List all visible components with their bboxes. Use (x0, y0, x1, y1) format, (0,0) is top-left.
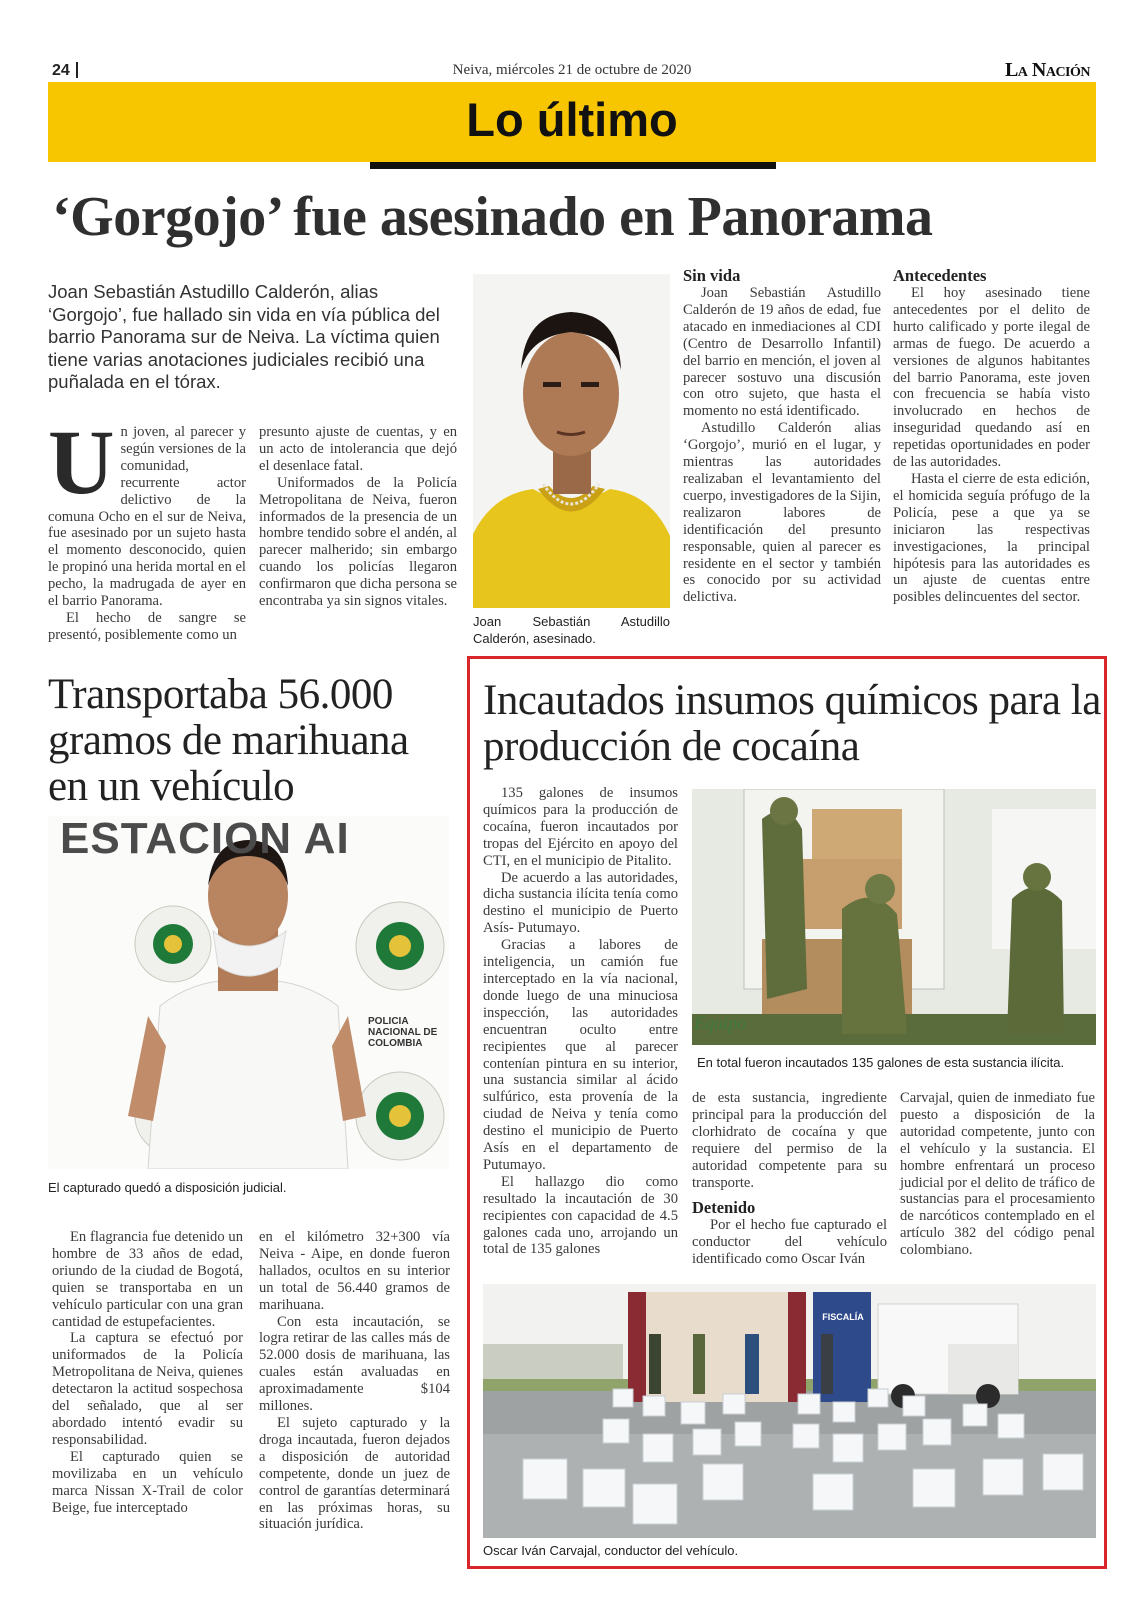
article3-column-3 (900, 1090, 1095, 1259)
article1-column-1 (48, 411, 246, 644)
backdrop-text-policia: POLICIA NACIONAL DE COLOMBIA (368, 1016, 438, 1049)
article3-headline: Incautados insumos químicos para la producción de cocaína (483, 677, 1101, 770)
paragraph: Astudillo Calderón alias ‘Gorgojo’, murió en el lugar, y mientras las autoridades realizaban el levantamiento del cuerpo, investigadores de la Sijin, realizaron labores de identificación del presunto responsable, quien al parecer es residente en el sector y también es conocido por su actividad delictiva. (683, 420, 881, 606)
paragraph: 135 galones de insumos químicos para la producción de cocaína, fueron incautados por tropas del Ejército en apoyo del CTI, en el municipio de Pitalito. (483, 785, 678, 869)
subhead-sin-vida: Sin vida (683, 266, 741, 285)
article3-column-1 (483, 785, 678, 1258)
article1-lead: Joan Sebastián Astudillo Calderón, alias ‘Gorgojo’, fue hallado sin vida en vía pública del barrio Panorama sur de Neiva. La víctima quien tiene varias anotaciones judiciales recibió una puñalada en el tórax. (48, 281, 440, 392)
paragraph: Por el hecho fue capturado el conductor del vehículo identificado como Oscar Iván (692, 1217, 887, 1268)
subhead-antecedentes: Antecedentes (893, 266, 987, 285)
soldiers-photo (692, 789, 1096, 1045)
subhead-detenido: Detenido (692, 1198, 756, 1218)
article2-column-2 (259, 1229, 450, 1533)
newspaper-logo: La Nación (1004, 59, 1090, 81)
paragraph: En flagrancia fue detenido un hombre de 33 años de edad, oriundo de la ciudad de Bogotá, quien se transportaba en un vehículo particular con una gran cantidad de estupefacientes. (52, 1229, 243, 1330)
paragraph: La captura se efectuó por uniformados de la Policía Metropolitana de Neiva, quienes detectaron la actitud sospechosa del señalado, que al ser abordado intentó evadir su responsabilidad. (52, 1330, 243, 1448)
detainee-photo-caption: El capturado quedó a disposición judicial. (48, 1180, 287, 1195)
section-title: Lo último (466, 93, 678, 146)
article2-headline: Transportaba 56.000 gramos de marihuana en un vehículo (48, 671, 409, 810)
paragraph: De acuerdo a las autoridades, dicha sustancia ilícita tenía como destino el municipio de Puerto Asís- Putumayo. (483, 869, 678, 937)
paragraph: El sujeto capturado y la droga incautada, fueron dejados a disposición de autoridad competente, donde un juez de control de garantías determinará en las próximas horas, su situación jurídica. (259, 1414, 450, 1533)
paragraph: Gracias a labores de inteligencia, un camión fue interceptado en la vía nacional, donde luego de una minuciosa inspección, las autoridades encuentran oculto entre recipientes que al parecer contenían pintura en su interior, una sustancia similar al ácido sulfúrico, esta provenía de la ciudad de Neiva y tenía como destino el municipio de Puerto Asís en el departamento de Putumayo. (483, 937, 678, 1173)
victim-photo-caption: Joan Sebastián Astudillo Calderón, asesinado. (473, 614, 670, 646)
seizure-photo-caption: Oscar Iván Carvajal, conductor del vehículo. (483, 1543, 739, 1558)
section-bar (48, 82, 1096, 162)
soldiers-photo-caption: En total fueron incautados 135 galones de esta sustancia ilícita. (697, 1055, 1065, 1070)
paragraph: Joan Sebastián Astudillo Calderón de 19 años de edad, fue atacado en inmediaciones al CDI (Centro de Desarrollo Infantil) del barrio en mención, el joven al parecer sostuvo una discusión con otro sujeto, que hasta el momento no está identificado. (683, 285, 881, 420)
paragraph: Con esta incautación, se logra retirar de las calles más de 52.000 dosis de marihuana, las cuales están avaluadas en aproximadamente $104 millones. (259, 1313, 450, 1415)
article1-column-3 (683, 267, 881, 606)
paragraph: en el kilómetro 32+300 vía Neiva - Aipe, en donde fueron hallados, ocultos en su interior un total de 56.440 gramos de marihuana. (259, 1229, 450, 1313)
dateline: Neiva, miércoles 21 de octubre de 2020 (452, 62, 692, 78)
paragraph: de esta sustancia, ingrediente principal para la producción del clorhidrato de cocaína y que requiere del permiso de la autoridad competente para su transporte. (692, 1090, 887, 1191)
drop-cap: U (48, 411, 115, 513)
article1-column-2 (259, 424, 457, 610)
article1-headline: ‘Gorgojo’ fue asesinado en Panorama (52, 186, 933, 248)
paragraph: Carvajal, quien de inmediato fue puesto a disposición de la autoridad competente, junto con el vehículo y la sustancia. El hombre enfrentará un proceso judicial por el delito de tráfico de sustancias para el procesamiento de narcóticos contemplado en el artículo 382 del código penal colombiano. (900, 1090, 1095, 1259)
seizure-photo (483, 1284, 1096, 1538)
article2-column-1 (52, 1229, 243, 1516)
victim-photo (473, 274, 670, 608)
paragraph: El hecho de sangre se presentó, posiblemente como un (48, 609, 246, 643)
paragraph: El capturado quien se movilizaba en un vehículo marca Nissan X-Trail de color Beige, fue interceptado (52, 1448, 243, 1516)
article3-column-2 (692, 1090, 887, 1268)
paragraph: El hoy asesinado tiene antecedentes por el delito de hurto calificado y porte ilegal de armas de fuego. De acuerdo a versiones de algunos habitantes del barrio Panorama, este joven con frecuencia se había visto involucrado en hechos de inseguridad quedando así en repetidas oportunidades en poder de las autoridades. (893, 285, 1090, 471)
banner-text-fiscalia: FISCALÍA (822, 1312, 864, 1322)
section-underline (370, 162, 776, 169)
paragraph: Hasta el cierre de esta edición, el homicida seguía prófugo de la Policía, pese a que ya se iniciaron las respectivas investigaciones, la principal hipótesis para las autoridades es un ajuste de cuentas entre posibles delincuentes del sector. (893, 470, 1090, 606)
paragraph: n joven, al parecer y según versiones de la comunidad, recurrente actor delictivo de la comuna Ocho en el sur de Neiva, fue asesinado por un sujeto hasta el momento desconocido, quien le propinó una herida mortal en el pecho, la madrugada de ayer en el barrio Panorama. (48, 424, 246, 610)
page-header (48, 60, 1096, 82)
paragraph: Uniformados de la Policía Metropolitana de Neiva, fueron informados de la presencia de un hombre tendido sobre el andén, al parecer malherido; sin embargo cuando los policías llegaron confirmaron que dicha persona se encontraba ya sin signos vitales. (259, 474, 457, 610)
paragraph: El hallazgo dio como resultado la incautación de 30 recipientes con capacidad de 4.5 galones cada uno, arrojando un total de 135 galones (483, 1173, 678, 1258)
detainee-photo (48, 816, 449, 1169)
paragraph: presunto ajuste de cuentas, y en un acto de intolerancia que dejó el desenlace fatal. (259, 424, 457, 474)
article1-column-4 (893, 267, 1090, 606)
truck-text-equipo: Equipo (694, 1013, 746, 1033)
page-number: 24 (52, 62, 70, 79)
backdrop-text-estacion: ESTACION AI (60, 816, 350, 863)
